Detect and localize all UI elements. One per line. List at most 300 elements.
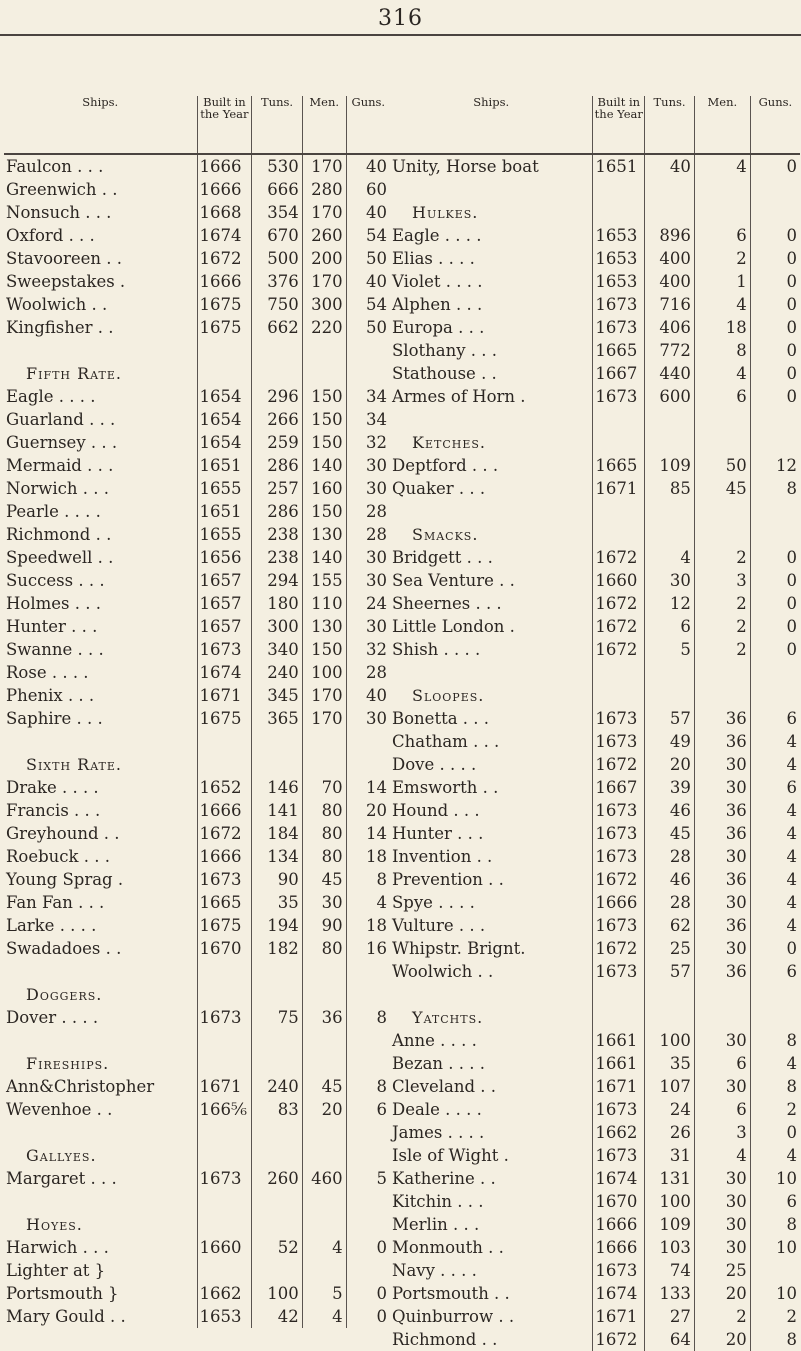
ship-row	[4, 1006, 390, 1029]
built-year: 1673	[197, 868, 252, 891]
ship-row	[4, 224, 390, 247]
tuns-value: 27	[645, 1305, 695, 1328]
guns-value: 4	[750, 1144, 800, 1167]
empty-cell	[197, 362, 252, 385]
built-year: 1671	[593, 1305, 645, 1328]
empty-cell	[197, 1190, 252, 1213]
ship-row	[390, 270, 800, 293]
tuns-value: 194	[252, 914, 302, 937]
guns-value: 4	[750, 868, 800, 891]
built-year: 1672	[593, 615, 645, 638]
ship-name: Holmes . . .	[6, 594, 101, 613]
empty-cell	[302, 960, 346, 983]
guns-value: 0	[346, 1282, 390, 1305]
guns-value: 50	[346, 316, 390, 339]
empty-cell	[593, 500, 645, 523]
spacer-row	[4, 960, 390, 983]
header-tuns: Tuns.	[252, 96, 302, 154]
men-value: 4	[302, 1305, 346, 1328]
built-year: 1662	[197, 1282, 252, 1305]
guns-value: 40	[346, 201, 390, 224]
empty-cell	[645, 431, 695, 454]
empty-cell	[750, 684, 800, 707]
empty-cell	[694, 1006, 750, 1029]
ship-name: Larke . . . .	[6, 916, 97, 935]
empty-cell	[302, 753, 346, 776]
tuns-value: 240	[252, 661, 302, 684]
ship-name: Katherine . .	[392, 1169, 496, 1188]
built-year: 1673	[593, 914, 645, 937]
men-value: 5	[302, 1282, 346, 1305]
ship-row	[4, 178, 390, 201]
tuns-value: 64	[645, 1328, 695, 1351]
built-year: 1674	[593, 1167, 645, 1190]
section-heading-row	[390, 684, 800, 707]
tuns-value: 45	[645, 822, 695, 845]
tuns-value: 46	[645, 799, 695, 822]
empty-cell	[252, 1121, 302, 1144]
men-value: 20	[302, 1098, 346, 1121]
ship-name: Rose . . . .	[6, 663, 89, 682]
men-value: 36	[694, 822, 750, 845]
ship-name: Eagle . . . .	[6, 387, 96, 406]
empty-cell	[346, 983, 390, 1006]
header-ships: Ships.	[390, 96, 593, 154]
empty-cell	[694, 684, 750, 707]
header-men: Men.	[694, 96, 750, 154]
ship-name: Stavooreen . .	[6, 249, 122, 268]
empty-cell	[252, 730, 302, 753]
guns-value: 0	[750, 154, 800, 178]
built-year: 1666	[197, 270, 252, 293]
empty-cell	[750, 983, 800, 1006]
guns-value: 5	[346, 1167, 390, 1190]
guns-value: 6	[750, 707, 800, 730]
ship-row	[4, 154, 390, 178]
tuns-value: 345	[252, 684, 302, 707]
empty-cell	[197, 1213, 252, 1236]
men-value: 2	[694, 592, 750, 615]
guns-value: 10	[750, 1282, 800, 1305]
empty-cell	[252, 960, 302, 983]
guns-value: 0	[750, 316, 800, 339]
top-rule	[0, 34, 801, 36]
guns-value: 28	[346, 523, 390, 546]
empty-cell	[346, 1190, 390, 1213]
empty-cell	[4, 1190, 197, 1213]
guns-value: 8	[750, 1075, 800, 1098]
guns-value: 0	[750, 362, 800, 385]
ship-name: Phenix . . .	[6, 686, 95, 705]
ship-row	[390, 1075, 800, 1098]
guns-value: 34	[346, 408, 390, 431]
guns-value: 6	[750, 776, 800, 799]
ship-name: Sweepstakes .	[6, 272, 126, 291]
ship-row	[390, 960, 800, 983]
tuns-value: 286	[252, 500, 302, 523]
ship-name: Stathouse . .	[392, 364, 497, 383]
empty-cell	[4, 1121, 197, 1144]
section-heading-row	[4, 983, 390, 1006]
ship-name: Alphen . . .	[392, 295, 483, 314]
built-year: 1673	[197, 638, 252, 661]
ship-name: Eagle . . . .	[392, 226, 482, 245]
guns-value: 32	[346, 431, 390, 454]
men-value: 30	[694, 753, 750, 776]
tuns-value: 530	[252, 154, 302, 178]
spacer-row	[4, 1121, 390, 1144]
tuns-value: 340	[252, 638, 302, 661]
tuns-value: 25	[645, 937, 695, 960]
empty-cell	[750, 661, 800, 684]
built-year: 1654	[197, 431, 252, 454]
ship-row	[390, 1305, 800, 1328]
ship-row	[4, 776, 390, 799]
ship-row	[390, 592, 800, 615]
ship-name: Margaret . . .	[6, 1169, 117, 1188]
men-value: 30	[302, 891, 346, 914]
built-year: 1665	[593, 339, 645, 362]
tuns-value: 62	[645, 914, 695, 937]
empty-cell	[197, 339, 252, 362]
built-year: 1670	[593, 1190, 645, 1213]
ship-name: Richmond . .	[392, 1330, 498, 1349]
ship-row	[4, 316, 390, 339]
men-value: 170	[302, 154, 346, 178]
ship-row	[4, 937, 390, 960]
men-value: 4	[694, 154, 750, 178]
built-year: 1662	[593, 1121, 645, 1144]
empty-cell	[197, 1052, 252, 1075]
ship-row	[390, 1213, 800, 1236]
ship-name: Europa . . .	[392, 318, 485, 337]
built-year: 1651	[593, 154, 645, 178]
guns-value: 50	[346, 247, 390, 270]
ship-row	[4, 500, 390, 523]
ship-name: Guernsey . . .	[6, 433, 118, 452]
guns-value: 54	[346, 224, 390, 247]
built-year: 1666	[197, 178, 252, 201]
ship-row	[390, 730, 800, 753]
tuns-value: 257	[252, 477, 302, 500]
guns-value: 0	[750, 937, 800, 960]
ship-name: Vulture . . .	[392, 916, 486, 935]
spacer-row	[4, 730, 390, 753]
ship-name: Lighter at }	[6, 1261, 106, 1280]
ship-name: Deale . . . .	[392, 1100, 482, 1119]
spacer-row	[390, 500, 800, 523]
built-year: 1672	[197, 247, 252, 270]
tuns-value: 109	[645, 1213, 695, 1236]
built-year: 1672	[593, 1328, 645, 1351]
guns-value: 0	[750, 247, 800, 270]
men-value: 36	[694, 707, 750, 730]
men-value: 2	[694, 247, 750, 270]
ship-name: Fan Fan . . .	[6, 893, 105, 912]
empty-cell	[197, 753, 252, 776]
empty-cell	[346, 730, 390, 753]
section-heading-row	[4, 1144, 390, 1167]
tuns-value: 28	[645, 845, 695, 868]
built-year: 1665	[197, 891, 252, 914]
guns-value: 0	[750, 385, 800, 408]
spacer-row	[390, 408, 800, 431]
built-year: 1652	[197, 776, 252, 799]
built-year: 1653	[593, 224, 645, 247]
empty-cell	[346, 753, 390, 776]
tuns-value: 716	[645, 293, 695, 316]
men-value: 155	[302, 569, 346, 592]
guns-value: 34	[346, 385, 390, 408]
guns-value: 4	[750, 914, 800, 937]
section-heading-row	[390, 1006, 800, 1029]
tuns-value: 260	[252, 1167, 302, 1190]
ship-row	[390, 753, 800, 776]
guns-value: 40	[346, 684, 390, 707]
ship-row	[4, 1167, 390, 1190]
built-year: 1673	[197, 1167, 252, 1190]
tuns-value: 376	[252, 270, 302, 293]
built-year: 1673	[593, 1098, 645, 1121]
ship-row	[4, 914, 390, 937]
men-value: 36	[302, 1006, 346, 1029]
men-value: 6	[694, 385, 750, 408]
built-year	[197, 1259, 252, 1282]
ship-name: Guarland . . .	[6, 410, 116, 429]
guns-value: 0	[750, 546, 800, 569]
section-heading-row	[390, 523, 800, 546]
men-value: 30	[694, 1213, 750, 1236]
guns-value: 8	[346, 1075, 390, 1098]
empty-cell	[593, 178, 645, 201]
men-value: 130	[302, 523, 346, 546]
empty-cell	[346, 339, 390, 362]
section-heading: Fireships.	[26, 1054, 110, 1073]
ship-name: Norwich . . .	[6, 479, 109, 498]
empty-cell	[593, 684, 645, 707]
ship-name: Shish . . . .	[392, 640, 481, 659]
ship-row	[4, 1259, 390, 1282]
guns-value: 10	[750, 1236, 800, 1259]
tuns-value: 57	[645, 960, 695, 983]
ship-name: Monmouth . .	[392, 1238, 504, 1257]
men-value: 260	[302, 224, 346, 247]
men-value: 36	[694, 730, 750, 753]
ship-row	[390, 822, 800, 845]
built-year: 1673	[593, 799, 645, 822]
spacer-row	[4, 1190, 390, 1213]
built-year: 1660	[593, 569, 645, 592]
section-heading: Yatchts.	[412, 1008, 484, 1027]
empty-cell	[302, 1190, 346, 1213]
guns-value: 30	[346, 546, 390, 569]
guns-value	[750, 1259, 800, 1282]
section-heading: Doggers.	[26, 985, 103, 1004]
guns-value: 60	[346, 178, 390, 201]
ship-row	[4, 293, 390, 316]
guns-value: 0	[750, 1121, 800, 1144]
men-value: 100	[302, 661, 346, 684]
ship-row	[4, 684, 390, 707]
guns-value: 28	[346, 500, 390, 523]
built-year: 1673	[593, 293, 645, 316]
men-value: 50	[694, 454, 750, 477]
ship-row	[390, 1167, 800, 1190]
guns-value: 0	[346, 1236, 390, 1259]
tuns-value: 31	[645, 1144, 695, 1167]
ship-name: Woolwich . .	[392, 962, 494, 981]
empty-cell	[593, 201, 645, 224]
ship-name: Faulcon . . .	[6, 157, 104, 176]
ship-name: Violet . . . .	[392, 272, 483, 291]
ship-name: Deptford . . .	[392, 456, 499, 475]
header-row	[390, 96, 800, 154]
ship-name: Greyhound . .	[6, 824, 120, 843]
tuns-value: 52	[252, 1236, 302, 1259]
guns-value: 30	[346, 477, 390, 500]
built-year: 1656	[197, 546, 252, 569]
ship-name: Harwich . . .	[6, 1238, 109, 1257]
guns-value: 18	[346, 914, 390, 937]
men-value: 3	[694, 1121, 750, 1144]
empty-cell	[4, 730, 197, 753]
empty-cell	[645, 661, 695, 684]
empty-cell	[197, 1144, 252, 1167]
tuns-value: 134	[252, 845, 302, 868]
section-heading: Hulkes.	[412, 203, 479, 222]
ship-name: Unity, Horse boat	[392, 157, 539, 176]
ship-name: Portsmouth . .	[392, 1284, 510, 1303]
tuns-value: 240	[252, 1075, 302, 1098]
men-value: 460	[302, 1167, 346, 1190]
guns-value: 4	[750, 822, 800, 845]
men-value: 150	[302, 638, 346, 661]
tuns-value: 75	[252, 1006, 302, 1029]
tuns-value: 184	[252, 822, 302, 845]
empty-cell	[750, 1006, 800, 1029]
empty-cell	[4, 960, 197, 983]
header-built-year: Built in the Year	[593, 96, 645, 154]
section-heading: Sixth Rate.	[26, 755, 122, 774]
men-value: 170	[302, 707, 346, 730]
tuns-value: 500	[252, 247, 302, 270]
empty-cell	[346, 1213, 390, 1236]
men-value: 36	[694, 868, 750, 891]
tuns-value: 100	[252, 1282, 302, 1305]
guns-value: 16	[346, 937, 390, 960]
ship-row	[390, 362, 800, 385]
ship-row	[390, 1259, 800, 1282]
men-value: 280	[302, 178, 346, 201]
ship-name: Swanne . . .	[6, 640, 104, 659]
section-heading-row	[4, 362, 390, 385]
built-year: 1673	[593, 316, 645, 339]
ship-name: Francis . . .	[6, 801, 101, 820]
empty-cell	[645, 684, 695, 707]
empty-cell	[302, 983, 346, 1006]
men-value: 4	[694, 362, 750, 385]
tuns-value: 30	[645, 569, 695, 592]
section-heading-row	[390, 201, 800, 224]
men-value: 300	[302, 293, 346, 316]
guns-value: 28	[346, 661, 390, 684]
tuns-value: 28	[645, 891, 695, 914]
built-year: 1673	[593, 1259, 645, 1282]
tuns-value: 103	[645, 1236, 695, 1259]
men-value: 2	[694, 546, 750, 569]
men-value	[302, 1259, 346, 1282]
ship-name: Elias . . . .	[392, 249, 475, 268]
guns-value: 30	[346, 569, 390, 592]
ship-row	[390, 1236, 800, 1259]
tuns-value: 259	[252, 431, 302, 454]
tuns-value: 57	[645, 707, 695, 730]
ship-name: Nonsuch . . .	[6, 203, 112, 222]
tuns-value	[252, 1259, 302, 1282]
men-value: 150	[302, 408, 346, 431]
section-heading-row	[390, 431, 800, 454]
built-year: 1675	[197, 316, 252, 339]
spacer-row	[4, 339, 390, 362]
guns-value: 4	[750, 891, 800, 914]
built-year: 166⅚	[197, 1098, 252, 1121]
empty-cell	[197, 1029, 252, 1052]
guns-value: 0	[750, 293, 800, 316]
built-year: 1653	[593, 270, 645, 293]
guns-value: 24	[346, 592, 390, 615]
ship-name: Young Sprag .	[6, 870, 124, 889]
men-value: 30	[694, 1075, 750, 1098]
empty-cell	[346, 1029, 390, 1052]
built-year: 1653	[197, 1305, 252, 1328]
tuns-value: 670	[252, 224, 302, 247]
men-value: 160	[302, 477, 346, 500]
empty-cell	[694, 201, 750, 224]
empty-cell	[593, 431, 645, 454]
ship-name: Roebuck . . .	[6, 847, 111, 866]
header-ships: Ships.	[4, 96, 197, 154]
empty-cell	[302, 730, 346, 753]
tuns-value: 896	[645, 224, 695, 247]
built-year: 1674	[197, 224, 252, 247]
ship-row	[390, 845, 800, 868]
ship-row	[390, 799, 800, 822]
ship-row	[390, 154, 800, 178]
ship-row	[390, 1190, 800, 1213]
empty-cell	[750, 523, 800, 546]
tuns-value: 406	[645, 316, 695, 339]
empty-cell	[4, 339, 197, 362]
empty-cell	[197, 1121, 252, 1144]
men-value: 140	[302, 546, 346, 569]
ship-row	[4, 454, 390, 477]
ship-row	[4, 1236, 390, 1259]
built-year: 1666	[593, 1236, 645, 1259]
built-year: 1657	[197, 569, 252, 592]
ship-name: Bonetta . . .	[392, 709, 490, 728]
men-value: 20	[694, 1328, 750, 1351]
ship-name: Armes of Horn .	[392, 387, 526, 406]
tuns-value: 400	[645, 270, 695, 293]
guns-value: 14	[346, 776, 390, 799]
tuns-value: 131	[645, 1167, 695, 1190]
guns-value: 6	[750, 1190, 800, 1213]
ship-row	[390, 569, 800, 592]
ship-row	[4, 270, 390, 293]
ship-row	[390, 1098, 800, 1121]
men-value: 3	[694, 569, 750, 592]
ship-row	[4, 569, 390, 592]
